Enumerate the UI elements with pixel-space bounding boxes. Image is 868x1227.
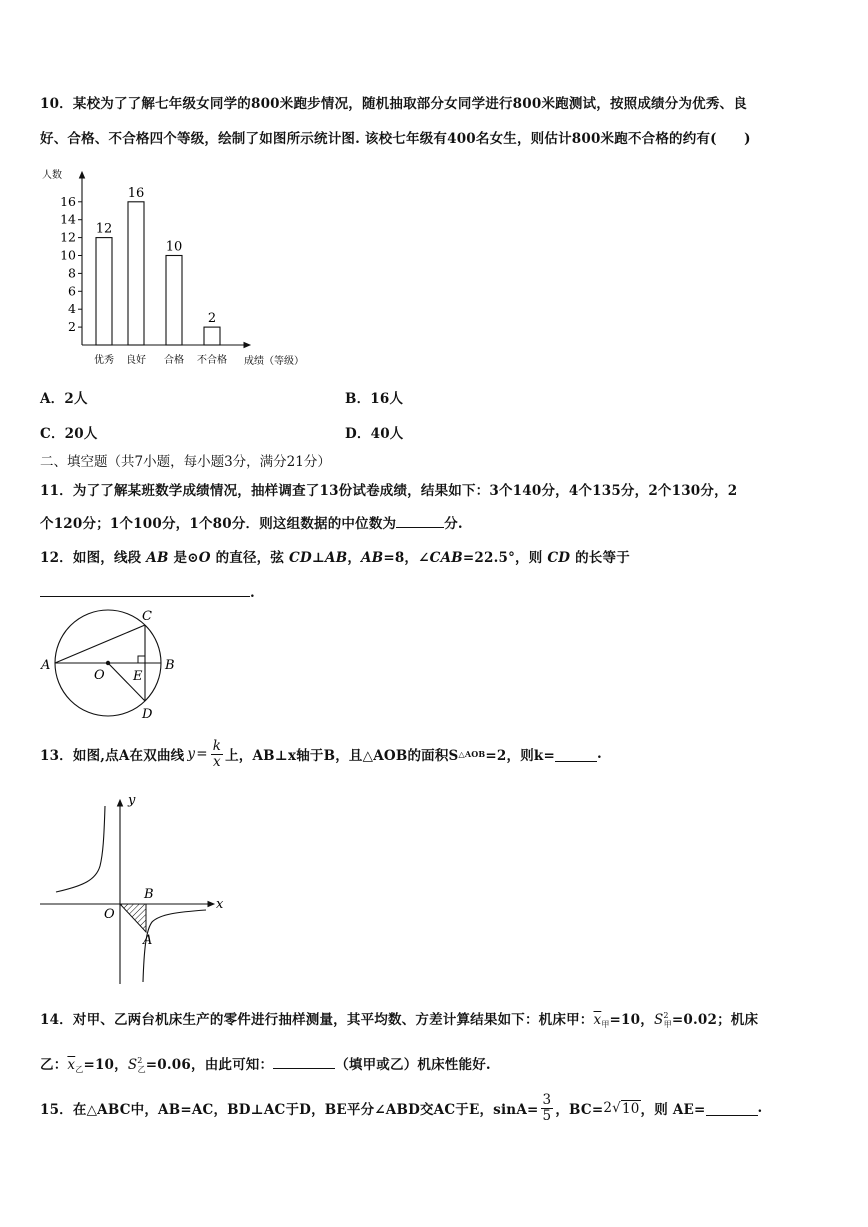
q13-answer-blank[interactable] xyxy=(555,747,597,762)
q12-text-2: 是⊙ xyxy=(168,550,199,566)
q12-o: O xyxy=(198,550,211,566)
q14-s-yi: S xyxy=(127,1057,138,1073)
q14-sub-jia-2: 甲 xyxy=(663,1020,672,1029)
q14-text-3: =0.02；机床 xyxy=(671,1012,759,1028)
q15-line: 15．在△ABC中，AB=AC，BD⊥AC于D，BE平分∠ABD交AC于E，sinA= $\frac{3}{5}$ ，BC= 2 √ 10 ，则 AE= . xyxy=(40,1092,763,1124)
chart-bar xyxy=(128,202,144,345)
hyperbola-branch-left xyxy=(56,806,105,892)
q13-text-2: 上，AB⊥x轴于B，且△AOB的面积S xyxy=(225,748,459,764)
q12-text-5: ， xyxy=(347,550,362,566)
q14-s-jia: S xyxy=(653,1012,664,1028)
q14-answer-blank[interactable] xyxy=(273,1054,335,1069)
circle-figure xyxy=(36,602,186,724)
q12-line1 xyxy=(40,546,630,566)
q12-cd: CD xyxy=(289,550,312,566)
label-y: y xyxy=(128,793,136,808)
q15-num: 3 xyxy=(542,1092,552,1109)
q13-x: x xyxy=(213,753,221,770)
q13-fraction xyxy=(211,739,223,768)
chart-y-tick-label: 8 xyxy=(68,265,76,281)
chart-bar xyxy=(96,238,112,345)
q14-xbar-jia: $\overline{x}$ xyxy=(593,1012,602,1028)
q13-text-3: =2，则k= xyxy=(485,748,555,764)
option-a: A．2人 xyxy=(40,391,88,407)
option-d: D．40人 xyxy=(345,426,404,442)
q12-period: . xyxy=(250,585,255,601)
q12-text-8: 的长等于 xyxy=(570,550,630,566)
q12-ab-3: AB xyxy=(361,550,384,566)
label-e: E xyxy=(133,669,143,684)
q14-sub-yi: 乙 xyxy=(75,1065,84,1074)
label-x: x xyxy=(216,897,224,912)
q15-fraction xyxy=(541,1093,554,1122)
q12-cd-2: CD xyxy=(547,550,571,566)
label-a: A xyxy=(41,658,51,673)
chart-category-label: 不合格 xyxy=(197,355,227,366)
chart-y-tick-label: 6 xyxy=(68,283,76,299)
chart-data-label: 2 xyxy=(207,311,217,327)
q14-line2 xyxy=(40,1053,491,1075)
q15-radicand: 10 xyxy=(621,1100,640,1117)
q15-answer-blank[interactable] xyxy=(706,1101,758,1116)
q12-text-7: =22.5°，则 xyxy=(462,550,548,566)
chart-y-tick-label: 14 xyxy=(60,211,76,227)
chart-y-tick-label: 10 xyxy=(60,247,76,263)
chart-bar xyxy=(204,327,220,345)
chart-y-axis-label: 人数 xyxy=(42,170,62,181)
q13-eq: = xyxy=(196,746,208,762)
bar-chart xyxy=(38,162,348,374)
q12-ab: AB xyxy=(146,550,169,566)
chart-category-label: 良好 xyxy=(126,355,146,366)
chart-data-label: 10 xyxy=(165,239,183,255)
chart-data-label: 16 xyxy=(127,185,145,201)
chart-category-label: 合格 xyxy=(164,355,184,366)
chart-y-tick-label: 12 xyxy=(60,229,76,245)
q11-answer-blank[interactable] xyxy=(396,527,444,528)
hyperbola-figure xyxy=(38,790,228,986)
label-d: D xyxy=(142,707,153,722)
q12-text-4: ⊥ xyxy=(311,550,326,566)
q12-text-1: 12．如图，线段 xyxy=(40,550,147,566)
option-b: B．16人 xyxy=(345,391,404,407)
label-point-b: B xyxy=(144,887,154,902)
q15-period: . xyxy=(757,1100,763,1116)
q13-k: k xyxy=(212,738,222,755)
q14-sup-yi: 2 xyxy=(137,1056,143,1065)
chart-bar xyxy=(166,256,182,346)
chart-category-label: 优秀 xyxy=(94,355,114,366)
q13-period: . xyxy=(596,746,602,762)
q14-text-1: 14．对甲、乙两台机床生产的零件进行抽样测量，其平均数、方差计算结果如下：机床甲： xyxy=(40,1012,594,1028)
q15-den: 5 xyxy=(542,1107,552,1124)
q12-text-6: =8，∠ xyxy=(383,550,430,566)
label-o: O xyxy=(94,668,105,683)
q14-text-6: =0.06，由此可知： xyxy=(145,1057,274,1073)
label-b: B xyxy=(165,658,175,673)
center-dot xyxy=(106,661,110,665)
chart-data-label: 12 xyxy=(95,221,113,237)
q15-coef: 2 xyxy=(603,1100,613,1116)
label-point-a: A xyxy=(143,933,153,948)
q10-line2: 好、合格、不合格四个等级，绘制了如图所示统计图. 该校七年级有400名女生，则估计800米跑不合格的约有( ) xyxy=(40,131,751,147)
q14-text-2: =10， xyxy=(609,1012,654,1028)
chart-y-tick-label: 4 xyxy=(68,301,76,317)
hyperbola-branch-right xyxy=(143,910,206,982)
section-heading: 二、填空题（共7小题，每小题3分，满分21分） xyxy=(40,454,331,470)
option-c: C．20人 xyxy=(40,426,98,442)
q12-answer-blank[interactable] xyxy=(40,582,250,597)
q13-y: y xyxy=(187,746,196,762)
q10-line1: 10．某校为了了解七年级女同学的800米跑步情况，随机抽取部分女同学进行800米跑测试，按照成绩分为优秀、良 xyxy=(40,96,747,112)
q12-cab: CAB xyxy=(429,550,463,566)
q11-line2 xyxy=(40,512,463,532)
q13-line xyxy=(40,734,602,774)
label-c: C xyxy=(142,609,152,624)
q14-text-7: （填甲或乙）机床性能好. xyxy=(335,1057,491,1073)
q13-text-1: 13．如图,点A在双曲线 xyxy=(40,748,185,764)
q12-answer-line xyxy=(40,582,255,601)
q14-sub-jia: 甲 xyxy=(601,1020,610,1029)
q15-text-3: ，则 AE= xyxy=(640,1102,706,1118)
q11-line2-text: 个120分；1个100分，1个80分．则这组数据的中位数为 xyxy=(40,516,397,532)
chart-y-tick-label: 2 xyxy=(68,319,76,335)
q11-line2-tail: 分. xyxy=(444,516,463,532)
chord-ac xyxy=(55,625,145,663)
q14-line1 xyxy=(40,1008,758,1030)
q12-ab-2: AB xyxy=(325,550,348,566)
q13-sub: △AOB xyxy=(458,749,486,759)
q14-xbar-yi: $\overline{x}$ xyxy=(67,1057,76,1073)
q14-sup-jia: 2 xyxy=(663,1011,669,1020)
chart-y-tick-label: 16 xyxy=(60,193,76,209)
q15-text-1: 15．在△ABC中，AB=AC，BD⊥AC于D，BE平分∠ABD交AC于E，sinA= xyxy=(40,1102,539,1118)
q14-text-5: =10， xyxy=(83,1057,128,1073)
triangle-aob xyxy=(120,904,146,932)
q12-text-3: 的直径，弦 xyxy=(210,550,289,566)
q15-text-2: ，BC= xyxy=(555,1102,604,1118)
label-origin: O xyxy=(104,907,115,922)
chart-x-axis-label: 成绩（等级） xyxy=(244,356,304,367)
right-angle-mark xyxy=(138,656,145,663)
q11-line1: 11．为了了解某班数学成绩情况，抽样调查了13份试卷成绩，结果如下：3个140分，4个135分，2个130分，2 xyxy=(40,483,738,499)
q14-text-4: 乙： xyxy=(40,1057,68,1073)
q14-sub-yi-2: 乙 xyxy=(137,1065,146,1074)
